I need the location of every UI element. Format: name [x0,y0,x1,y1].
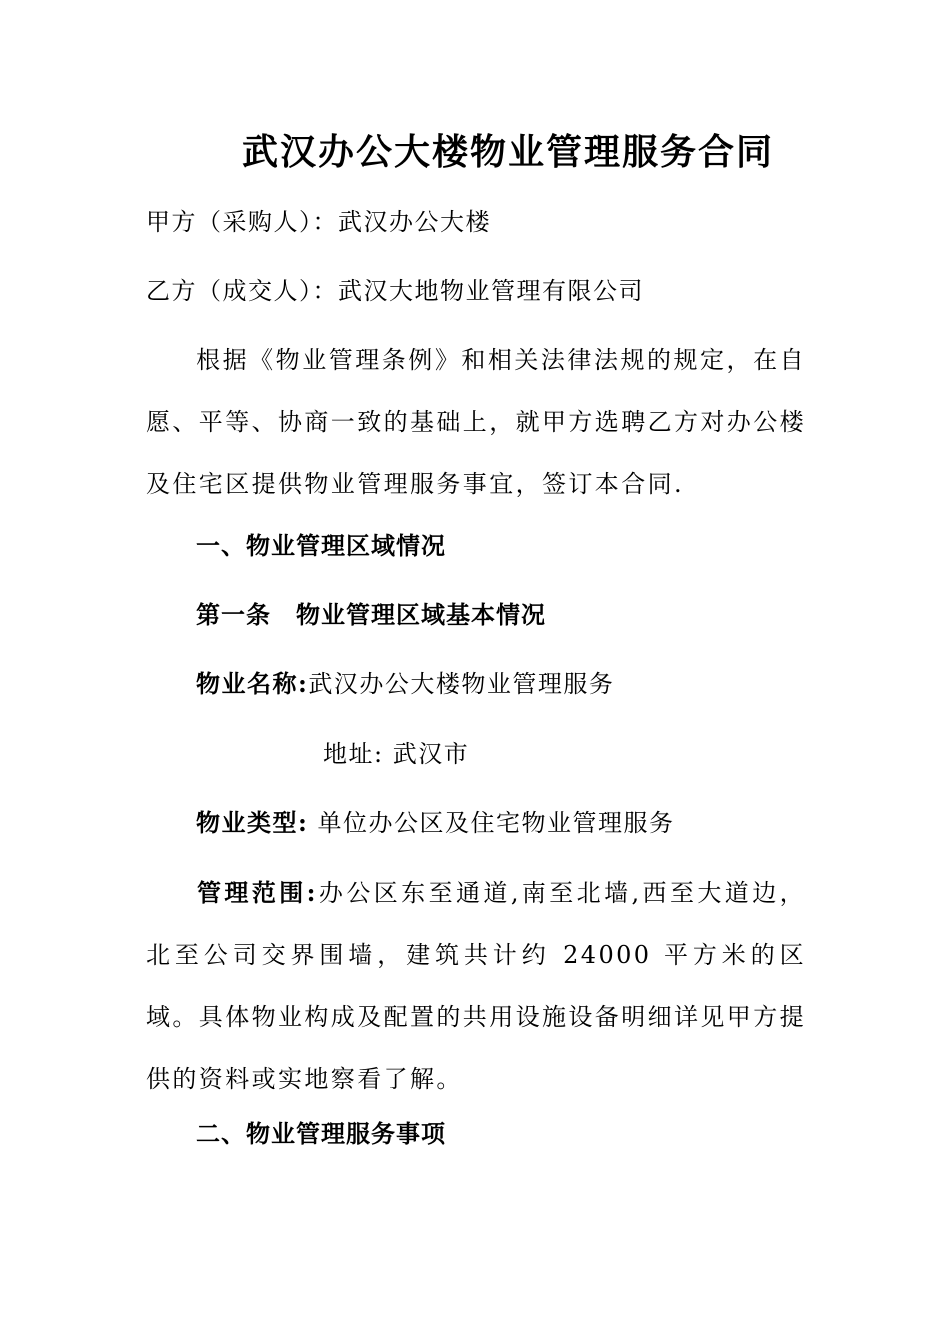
scope-paragraph [146,862,806,1110]
preamble-text: 根据《物业管理条例》和相关法律法规的规定，在自愿、平等、协商一致的基础上，就甲方选聘乙方对办公楼及住宅区提供物业管理服务事宜，签订本合同. [146,346,806,498]
scope-label: 管理范围: [196,878,318,907]
party-b-line: 乙方（成交人）：武汉大地物业管理有限公司 [146,277,644,305]
scope-text: 办公区东至通道,南至北墙,西至大道边，北至公司交界围墙，建筑共计约 24000 平方米的区域。具体物业构成及配置的共用设施设备明细详见甲方提供的资料或实地察看了解。 [146,879,807,1093]
section-2-heading: 二、物业管理服务事项 [196,1119,446,1148]
property-type-line [196,805,675,841]
property-type-value: 单位办公区及住宅物业管理服务 [308,809,675,837]
property-name-label: 物业名称: [196,669,309,698]
article-1-heading: 第一条 物业管理区域基本情况 [196,600,546,629]
section-1-heading: 一、物业管理区域情况 [196,531,446,560]
party-a-line: 甲方（采购人）：武汉办公大楼 [146,208,491,236]
document-title: 武汉办公大楼物业管理服务合同 [242,131,775,173]
property-type-label: 物业类型: [196,808,309,837]
property-name-value: 武汉办公大楼物业管理服务 [308,670,615,698]
preamble-paragraph [146,329,806,515]
property-name-line [196,666,614,702]
address-line: 地址: 武汉市 [323,740,470,768]
